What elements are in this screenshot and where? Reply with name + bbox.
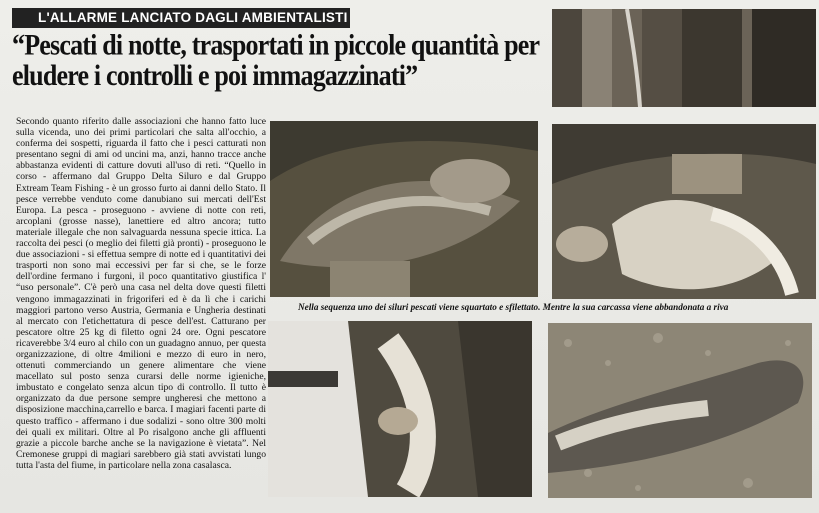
photo-fillet-fish [268, 321, 532, 497]
article-kicker: L'ALLARME LANCIATO DAGLI AMBIENTALISTI [12, 8, 350, 28]
article-body: Secondo quanto riferito dalle associazioni che hanno fatto luce sulla vicenda, uno dei primi particolari che salta all'occhio, a conferma dei sospetti, riguarda il fatto che i pesci catturati non presentano segni di ami od uncini ma, anzi, hanno tracce anche abbastanza evidenti di catture dovuti all'uso di reti. “Quello in corso - affermano dal Gruppo Delta Siluro e dal Gruppo Extream Team Fishing - è un grosso furto ai danni dello Stato. Il pesce verrebbe venduto come danubiano sui mercati dell'Est Europa. La pesca - proseguono - avviene di notte con reti, arcoplani (grosse nasse), lanettiere ed altro ancora; tutto materiale illegale che non salvaguarda nessuna specie ittica. La raccolta dei pesci (o meglio dei filetti già pronti) - proseguono le due associazioni - si effettua sempre di notte ed i quantitativi dei trasporti non sono mai eccessivi per far si che, se le forze dell'ordine fermano i furgoni, il poco quantitativo giustifica l' “uso personale”. C'è però una casa nel delta dove questi filetti vengono immagazzinati in frigoriferi ed è da lì che i carichi maggiori partono verso Austria, Germania e Ungheria destinati al mercato con l'etichettatura di pesce dell'est. Catturano per pescatore oltre 25 kg di filetto ogni 24 ore. Ogni pescatore ricaverebbe 3/4 euro al chilo con un guadagno annuo, per questa organizzazione, di oltre 4milioni e mezzo di euro in nero, ottenuti commerciando un genere alimentare che viene macellato sul posto senza curarsi delle norme igieniche, imbustato e congelato senza alcun tipo di controllo. Il tutto è organizzato da due persone sempre ungheresi che mettono a disposizione macchina,carrello e barca. I magiari facenti parte di questo traffico - affermano i due sodalizi - sono oltre 300 molti dei quali ex militari. Oltre al Po risalgono anche gli affluenti grazie a piccole barche anche se la navigazione è vietata”. Nel Cremonese gruppi di magiari sarebbero già stati avvistati lungo tutta l'asta del fiume, in particolare nella zona casalasca. [16, 116, 266, 471]
article-headline: “Pescati di notte, trasportati in piccole quantità per eludere i controlli e poi immagazzinati” [12, 28, 539, 92]
photo-caption: Nella sequenza uno dei siluri pescati viene squartato e sfilettato. Mentre la sua carcassa viene abbandonata a riva [298, 302, 729, 312]
photo-cutting-fish-1 [270, 121, 538, 297]
photo-cutting-fish-2 [552, 124, 816, 299]
photo-carcass-shore [548, 323, 812, 498]
photo-fisherman-top [552, 9, 816, 107]
